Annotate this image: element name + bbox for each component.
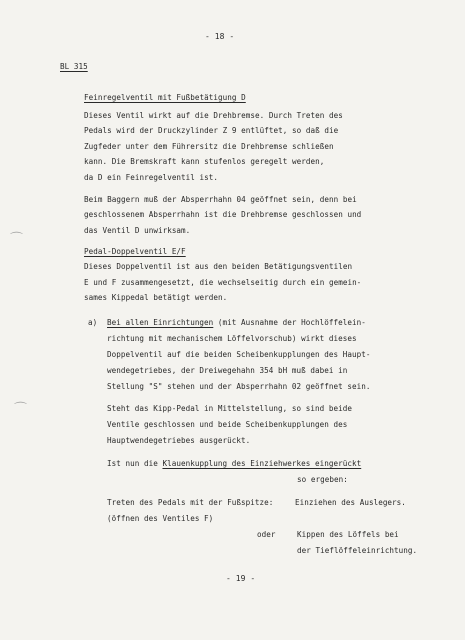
item-a-lead-rest: (mit Ausnahme der Hochlöffelein- <box>213 318 366 327</box>
s1-line-3: Zugfeder unter dem Führersitz die Drehbremse schließen <box>84 142 334 151</box>
item-a-line-4: Stellung "S" stehen und der Absperrhahn 02 geöffnet sein. <box>107 382 371 391</box>
s1-line-5: da D ein Feinregelventil ist. <box>84 173 219 182</box>
s1-line-4: kann. Die Bremskraft kann stufenlos geregelt werden, <box>84 157 325 166</box>
heading-pedal-doppelventil: Pedal-Doppelventil E/F <box>84 247 186 256</box>
row2-oder: oder <box>257 530 276 539</box>
item-a-para3-underlined: Klauenkupplung des Einziehwerkes eingerückt <box>162 459 362 468</box>
punch-hole-mark-top: ⌒ <box>10 232 24 247</box>
row1-left: Treten des Pedals mit der Fußspitze: <box>107 498 274 507</box>
s1-line-1: Dieses Ventil wirkt auf die Drehbremse. Durch Treten des <box>84 111 343 120</box>
s2-line-2: geschlossenem Absperrhahn ist die Drehbremse geschlossen und <box>84 210 362 219</box>
s3-line-1: Dieses Doppelventil ist aus den beiden Betätigungsventilen <box>84 262 353 271</box>
item-a-para3-line-2: so ergeben: <box>297 475 348 484</box>
item-a-lead-underlined: Bei allen Einrichtungen <box>107 318 214 327</box>
item-a-label: a) <box>88 318 98 327</box>
row2-right: Kippen des Löffels bei <box>297 530 399 539</box>
item-a-para3-lead: Ist nun die <box>107 459 163 468</box>
row1-right: Einziehen des Auslegers. <box>295 498 406 507</box>
s2-line-1: Beim Baggern muß der Absperrhahn 04 geöffnet sein, denn bei <box>84 195 357 204</box>
section-code: BL 315 <box>60 62 88 71</box>
page-number-top: - 18 - <box>205 32 235 41</box>
item-a-para2-line-3: Hauptwendegetriebes ausgerückt. <box>107 436 251 445</box>
punch-hole-mark-bottom: ⌒ <box>14 402 28 417</box>
item-a-line-2: Doppelventil auf die beiden Scheibenkupplungen des Haupt- <box>107 350 371 359</box>
row1-left-2: (öffnen des Ventiles F) <box>107 514 214 523</box>
item-a-para2-line-1: Steht das Kipp-Pedal in Mittelstellung, so sind beide <box>107 404 352 413</box>
heading-feinregelventil: Feinregelventil mit Fußbetätigung D <box>84 93 246 102</box>
item-a-line-3: wendegetriebes, der Dreiwegehahn 354 bH muß dabei in <box>107 366 348 375</box>
s2-line-3: das Ventil D unwirksam. <box>84 226 191 235</box>
item-a-para2-line-2: Ventile geschlossen und beide Scheibenkupplungen des <box>107 420 348 429</box>
page-number-bottom: - 19 - <box>226 574 256 583</box>
item-a-line-1: richtung mit mechanischem Löffelvorschub) wirkt dieses <box>107 334 357 343</box>
s3-line-2: E und F zusammengesetzt, die wechselseitig durch ein gemein- <box>84 278 362 287</box>
row2-right-2: der Tieflöffeleinrichtung. <box>297 546 418 555</box>
item-a-para3 <box>107 459 361 469</box>
s1-line-2: Pedals wird der Druckzylinder Z 9 entlüftet, so daß die <box>84 126 339 135</box>
item-a-lead <box>107 318 366 328</box>
s3-line-3: sames Kippedal betätigt werden. <box>84 293 228 302</box>
